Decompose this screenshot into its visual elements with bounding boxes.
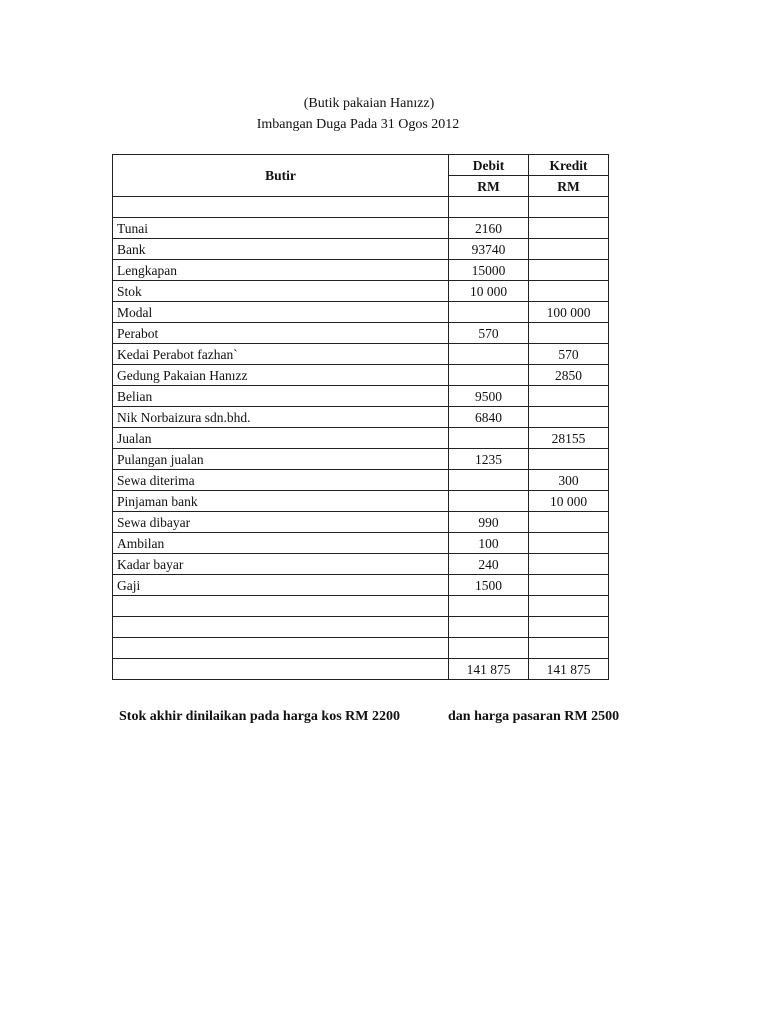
closing-stock-note: Stok akhir dinilaikan pada harga kos RM 2200 <box>119 709 400 724</box>
item-cell: Sewa diterima <box>113 470 449 491</box>
table-row <box>113 533 609 554</box>
debit-cell: 6840 <box>449 407 529 428</box>
table-row <box>113 407 609 428</box>
item-cell: Belian <box>113 386 449 407</box>
debit-currency: RM <box>449 176 529 197</box>
table-row <box>113 428 609 449</box>
item-cell: Pinjaman bank <box>113 491 449 512</box>
table-row <box>113 239 609 260</box>
blank-cell <box>449 617 529 638</box>
item-cell: Tunai <box>113 218 449 239</box>
column-header-debit: Debit <box>449 155 529 176</box>
blank-cell <box>529 197 609 218</box>
debit-cell: 2160 <box>449 218 529 239</box>
debit-cell: 15000 <box>449 260 529 281</box>
blank-cell <box>529 596 609 617</box>
item-cell: Gaji <box>113 575 449 596</box>
kredit-cell <box>529 533 609 554</box>
kredit-cell: 28155 <box>529 428 609 449</box>
column-header-butir: Butir <box>113 155 449 197</box>
total-kredit: 141 875 <box>529 659 609 680</box>
kredit-cell: 2850 <box>529 365 609 386</box>
kredit-cell <box>529 323 609 344</box>
debit-cell <box>449 470 529 491</box>
market-price-note: dan harga pasaran RM 2500 <box>448 709 620 724</box>
kredit-cell: 10 000 <box>529 491 609 512</box>
blank-cell <box>113 197 449 218</box>
column-header-kredit: Kredit <box>529 155 609 176</box>
table-row <box>113 512 609 533</box>
table-row <box>113 491 609 512</box>
kredit-cell: 300 <box>529 470 609 491</box>
blank-row <box>113 197 609 218</box>
kredit-cell <box>529 218 609 239</box>
item-cell: Perabot <box>113 323 449 344</box>
debit-cell: 570 <box>449 323 529 344</box>
total-label-cell <box>113 659 449 680</box>
blank-cell <box>113 638 449 659</box>
table-row <box>113 281 609 302</box>
kredit-cell: 570 <box>529 344 609 365</box>
kredit-cell <box>529 281 609 302</box>
item-cell: Gedung Pakaian Hanızz <box>113 365 449 386</box>
item-cell: Modal <box>113 302 449 323</box>
blank-cell <box>449 596 529 617</box>
kredit-cell <box>529 512 609 533</box>
debit-cell: 10 000 <box>449 281 529 302</box>
blank-row <box>113 638 609 659</box>
total-debit: 141 875 <box>449 659 529 680</box>
blank-row <box>113 596 609 617</box>
debit-cell <box>449 344 529 365</box>
table-row <box>113 386 609 407</box>
company-name: (Butik pakaian Hanızz) <box>303 96 435 111</box>
table-row <box>113 302 609 323</box>
trial-balance-table <box>112 154 609 680</box>
blank-cell <box>529 617 609 638</box>
blank-cell <box>113 617 449 638</box>
table-row <box>113 344 609 365</box>
debit-cell: 93740 <box>449 239 529 260</box>
debit-cell: 1500 <box>449 575 529 596</box>
kredit-cell <box>529 449 609 470</box>
table-row <box>113 554 609 575</box>
debit-cell <box>449 365 529 386</box>
item-cell: Pulangan jualan <box>113 449 449 470</box>
item-cell: Kedai Perabot fazhan` <box>113 344 449 365</box>
total-row <box>113 659 609 680</box>
header-row <box>113 155 609 176</box>
table-row <box>113 365 609 386</box>
kredit-cell <box>529 386 609 407</box>
table-row <box>113 323 609 344</box>
blank-cell <box>449 197 529 218</box>
table-row <box>113 470 609 491</box>
table-row <box>113 575 609 596</box>
item-cell: Ambilan <box>113 533 449 554</box>
item-cell: Sewa dibayar <box>113 512 449 533</box>
item-cell: Lengkapan <box>113 260 449 281</box>
blank-cell <box>449 638 529 659</box>
kredit-cell <box>529 554 609 575</box>
item-cell: Stok <box>113 281 449 302</box>
debit-cell: 9500 <box>449 386 529 407</box>
kredit-cell <box>529 239 609 260</box>
table-row <box>113 449 609 470</box>
kredit-cell <box>529 575 609 596</box>
blank-row <box>113 617 609 638</box>
blank-cell <box>113 596 449 617</box>
document-subtitle: Imbangan Duga Pada 31 Ogos 2012 <box>256 117 460 132</box>
debit-cell: 100 <box>449 533 529 554</box>
kredit-cell: 100 000 <box>529 302 609 323</box>
kredit-cell <box>529 407 609 428</box>
debit-cell: 990 <box>449 512 529 533</box>
debit-cell <box>449 491 529 512</box>
blank-cell <box>529 638 609 659</box>
debit-cell: 1235 <box>449 449 529 470</box>
item-cell: Nik Norbaizura sdn.bhd. <box>113 407 449 428</box>
table-row <box>113 260 609 281</box>
item-cell: Jualan <box>113 428 449 449</box>
table-row <box>113 218 609 239</box>
debit-cell: 240 <box>449 554 529 575</box>
kredit-cell <box>529 260 609 281</box>
item-cell: Kadar bayar <box>113 554 449 575</box>
debit-cell <box>449 428 529 449</box>
kredit-currency: RM <box>529 176 609 197</box>
item-cell: Bank <box>113 239 449 260</box>
debit-cell <box>449 302 529 323</box>
